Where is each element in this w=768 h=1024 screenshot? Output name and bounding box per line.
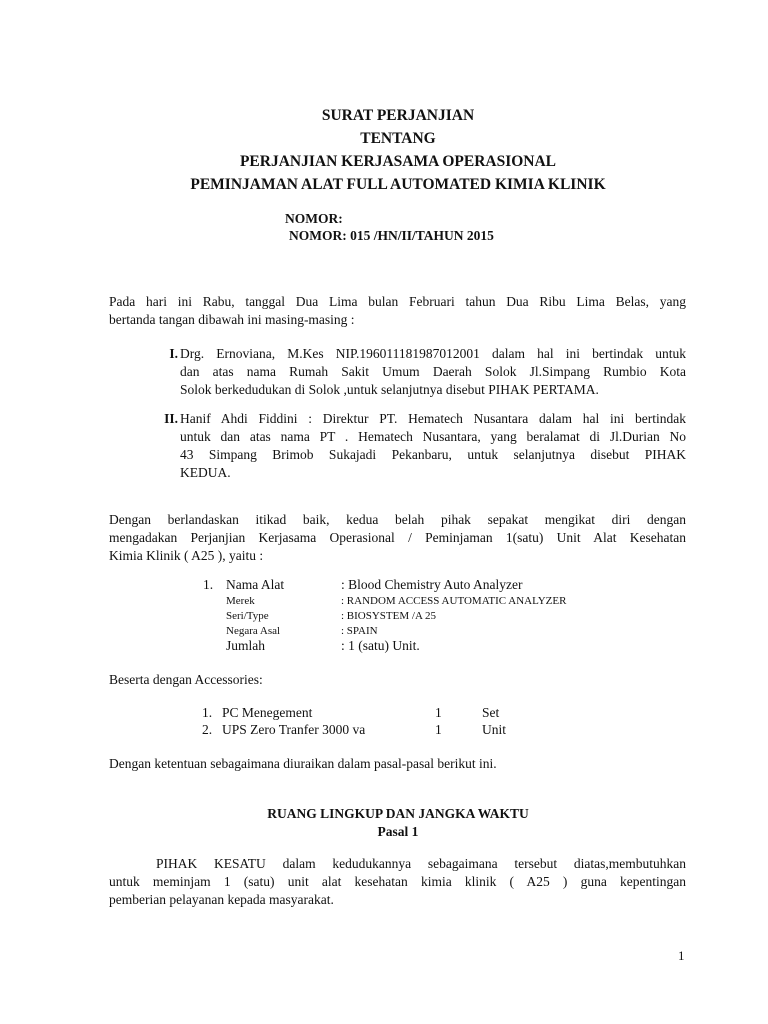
intent-line-2: mengadakan Perjanjian Kerjasama Operasional / Peminjaman 1(satu) Unit Alat Kesehatan — [109, 530, 686, 545]
spec-key: Merek — [226, 595, 255, 607]
party-first-line-2: dan atas nama Rumah Sakit Umum Daerah Solok Jl.Simpang Rumbio Kota — [180, 364, 686, 379]
party-second-line-1: Hanif Ahdi Fiddini : Direktur PT. Hematech Nusantara dalam hal ini bertindak — [180, 411, 686, 426]
party-second-line-4: KEDUA. — [180, 465, 231, 480]
accessories-heading: Beserta dengan Accessories: — [109, 672, 263, 687]
party-text — [180, 345, 686, 399]
title-line-2: TENTANG — [360, 130, 436, 147]
party-first — [150, 345, 686, 399]
accessory-qty: 1 — [435, 705, 442, 720]
nomor-value: NOMOR: 015 /HN/II/TAHUN 2015 — [289, 228, 494, 243]
party-text — [180, 410, 686, 482]
accessory-number: 2. — [202, 722, 213, 737]
intent-line-3: Kimia Klinik ( A25 ), yaitu : — [109, 548, 264, 563]
spec-number: 1. — [203, 577, 214, 592]
accessory-name: UPS Zero Tranfer 3000 va — [222, 722, 366, 737]
spec-key: Negara Asal — [226, 625, 281, 637]
party-number: I. — [169, 346, 178, 361]
accessory-name: PC Menegement — [222, 705, 313, 720]
pasal-line-1: PIHAK KESATU dalam kedudukannya sebagaimana tersebut diatas,membutuhkan — [156, 856, 686, 871]
section-title: RUANG LINGKUP DAN JANGKA WAKTU — [267, 806, 529, 821]
spec-key: Jumlah — [226, 638, 265, 653]
spec-key: Nama Alat — [226, 577, 285, 592]
title-line-1: SURAT PERJANJIAN — [321, 107, 475, 124]
title-line-3: PERJANJIAN KERJASAMA OPERASIONAL — [239, 153, 557, 170]
spec-value: : 1 (satu) Unit. — [341, 638, 420, 653]
intent-paragraph — [109, 511, 686, 565]
title-line-4: PEMINJAMAN ALAT FULL AUTOMATED KIMIA KLINIK — [190, 176, 606, 193]
document-title — [0, 104, 768, 196]
provision-paragraph: Dengan ketentuan sebagaimana diuraikan dalam pasal-pasal berikut ini. — [109, 756, 497, 771]
spec-value: : RANDOM ACCESS AUTOMATIC ANALYZER — [341, 595, 567, 607]
party-second-line-3: 43 Simpang Brimob Sukajadi Pekanbaru, untuk selanjutnya disebut PIHAK — [180, 447, 686, 462]
opening-line-1: Pada hari ini Rabu, tanggal Dua Lima bulan Februari tahun Dua Ribu Lima Belas, yang — [109, 294, 686, 309]
nomor-label: NOMOR: — [285, 211, 343, 226]
pasal-line-3: pemberian pelayanan kepada masyarakat. — [109, 892, 334, 907]
spec-value: : Blood Chemistry Auto Analyzer — [341, 577, 523, 592]
party-second-line-2: untuk dan atas nama PT . Hematech Nusantara, yang beralamat di Jl.Durian No — [180, 429, 686, 444]
spec-value: : BIOSYSTEM /A 25 — [341, 610, 437, 622]
party-first-line-3: Solok berkedudukan di Solok ,untuk selanjutnya disebut PIHAK PERTAMA. — [180, 382, 599, 397]
opening-line-2: bertanda tangan dibawah ini masing-masing : — [109, 312, 355, 327]
page-number: 1 — [678, 948, 685, 963]
accessory-unit: Unit — [482, 722, 507, 737]
party-first-line-1: Drg. Ernoviana, M.Kes NIP.196011181987012001 dalam hal ini bertindak untuk — [180, 346, 686, 361]
pasal-title: Pasal 1 — [377, 824, 419, 839]
spec-value: : SPAIN — [341, 625, 378, 637]
intent-line-1: Dengan berlandaskan itikad baik, kedua belah pihak sepakat mengikat diri dengan — [109, 512, 686, 527]
accessory-qty: 1 — [435, 722, 442, 737]
accessory-unit: Set — [482, 705, 500, 720]
pasal-paragraph — [109, 855, 686, 909]
party-second — [150, 410, 686, 482]
opening-paragraph — [109, 293, 686, 329]
spec-key: Seri/Type — [226, 610, 269, 622]
pasal-line-2: untuk meminjam 1 (satu) unit alat kesehatan kimia klinik ( A25 ) guna kepentingan — [109, 874, 686, 889]
accessory-number: 1. — [202, 705, 213, 720]
party-number: II. — [164, 411, 178, 426]
